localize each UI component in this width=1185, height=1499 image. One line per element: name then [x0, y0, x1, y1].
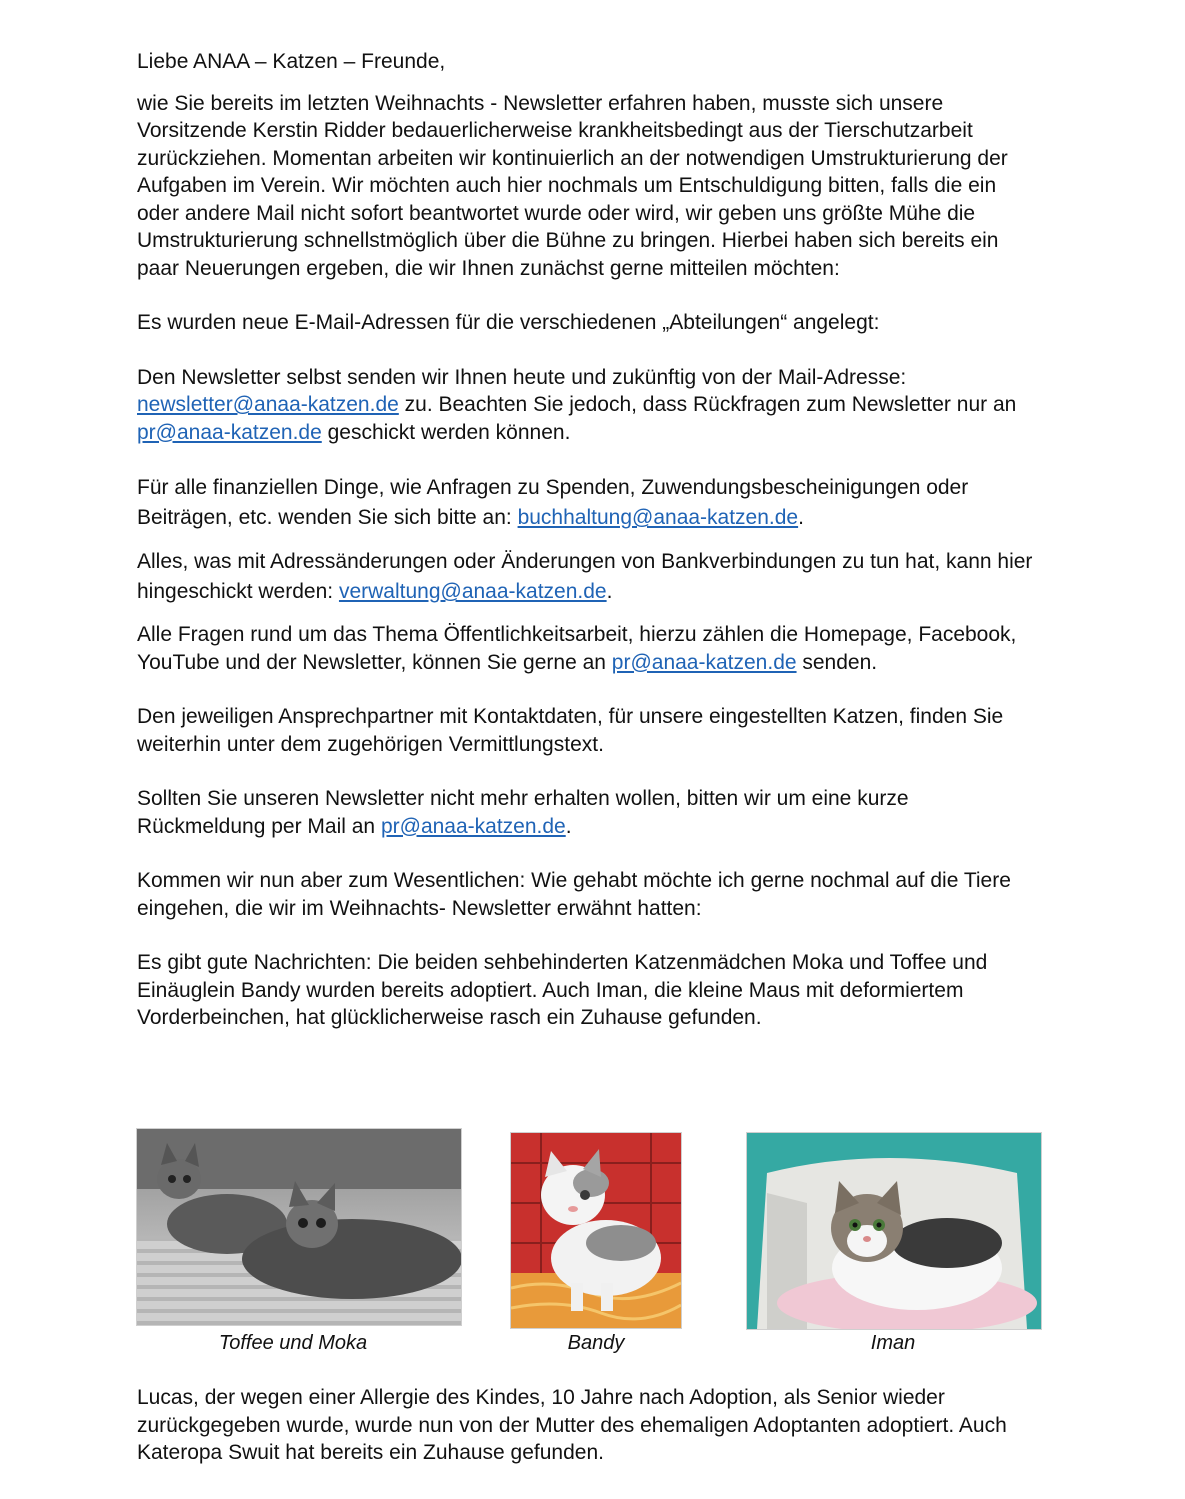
paragraph-intro: wie Sie bereits im letzten Weihnachts - Newsletter erfahren haben, musste sich unsere Vorsitzende Kerstin Ridder bedauerlicherweise krankheitsbedingt aus der Tierschutzarbeit zurückziehen. Momentan arbeiten wir kontinuierlich an der notwendigen Umstrukturierung der Aufgaben im Verein. Wir möchten auch hier nochmals um Entschuldigung bitten, falls die ein oder andere Mail nicht sofort beantwortet wurde oder wird, wir geben uns größte Mühe die Umstrukturierung schnellstmöglich über die Bühne zu bringen. Hierbei haben sich bereits ein paar Neuerungen ergeben, die wir Ihnen zunächst gerne mitteilen möchten:: [137, 91, 1008, 280]
paragraph-contacts: Den jeweiligen Ansprechpartner mit Kontaktdaten, für unsere eingestellten Katzen, finden Sie weiterhin unter dem zugehörigen Vermittlungstext.: [137, 705, 1004, 756]
greeting: Liebe ANAA – Katzen – Freunde,: [137, 50, 446, 73]
paragraph-lucas: Lucas, der wegen einer Allergie des Kindes, 10 Jahre nach Adoption, als Senior wieder zurückgegeben wurde, wurde nun von der Mutter des ehemaligen Adoptanten adoptiert. Auch Kateropa Swuit hat bereits ein Zuhause gefunden.: [137, 1386, 1007, 1464]
paragraph-newsletter-address: [137, 364, 1037, 447]
text-segment: .: [565, 814, 572, 838]
caption-toffee-moka: Toffee und Moka: [218, 1332, 368, 1354]
paragraph-finance: [137, 473, 1042, 533]
paragraph-public-relations: [137, 621, 1032, 676]
verwaltung-email-link[interactable]: verwaltung@anaa-katzen.de: [338, 580, 607, 603]
pr-email-link[interactable]: pr@anaa-katzen.de: [611, 650, 797, 674]
paragraph-good-news: Es gibt gute Nachrichten: Die beiden sehbehinderten Katzenmädchen Moka und Toffee und Einäuglein Bandy wurden bereits adoptiert. Auch Iman, die kleine Maus mit deformiertem Vorderbeinchen, hat glücklicherweise rasch ein Zuhause gefunden.: [137, 951, 988, 1029]
text-segment: Alles, was mit Adressänderungen oder Änderungen von Bankverbindungen zu tun hat, kann hier hingeschickt werden:: [137, 550, 1033, 603]
text-segment: .: [606, 580, 613, 603]
text-segment: senden.: [796, 650, 878, 674]
closing-section: [137, 1384, 1047, 1467]
caption-bandy: Bandy: [567, 1332, 625, 1354]
text-segment: Sollten Sie unseren Newsletter nicht mehr erhalten wollen, bitten wir um eine kurze Rückmeldung per Mail an: [137, 787, 909, 838]
caption-iman: Iman: [870, 1332, 916, 1354]
text-segment: geschickt werden können.: [321, 420, 571, 444]
paragraph-new-emails: Es wurden neue E-Mail-Adressen für die verschiedenen „Abteilungen“ angelegt:: [137, 311, 880, 334]
pr-email-link[interactable]: pr@anaa-katzen.de: [380, 814, 566, 838]
newsletter-email-link[interactable]: newsletter@anaa-katzen.de: [137, 393, 399, 416]
photo-bandy: [510, 1132, 682, 1329]
text-segment: .: [798, 506, 804, 529]
text-segment: Für alle finanziellen Dinge, wie Anfragen zu Spenden, Zuwendungsbescheinigungen oder Beiträgen, etc. wenden Sie sich bitte an:: [137, 476, 969, 529]
photo-toffee-moka: [136, 1128, 462, 1326]
paragraph-unsubscribe: [137, 785, 1037, 840]
text-segment: Alle Fragen rund um das Thema Öffentlichkeitsarbeit, hierzu zählen die Homepage, Facebook, YouTube und der Newsletter, können Sie gerne an: [137, 623, 1017, 674]
buchhaltung-email-link[interactable]: buchhaltung@anaa-katzen.de: [517, 506, 799, 529]
text-segment: zu. Beachten Sie jedoch, dass Rückfragen zum Newsletter nur an: [398, 393, 1017, 416]
text-segment: Den Newsletter selbst senden wir Ihnen heute und zukünftig von der Mail-Adresse:: [137, 365, 907, 389]
photo-iman: [746, 1132, 1042, 1330]
paragraph-animals-intro: Kommen wir nun aber zum Wesentlichen: Wie gehabt möchte ich gerne nochmal auf die Tiere eingehen, die wir im Weihnachts- Newsletter erwähnt hatten:: [137, 869, 1011, 920]
newsletter-body: [137, 48, 1047, 1032]
pr-email-link[interactable]: pr@anaa-katzen.de: [137, 420, 322, 444]
paragraph-administration: [137, 547, 1037, 607]
